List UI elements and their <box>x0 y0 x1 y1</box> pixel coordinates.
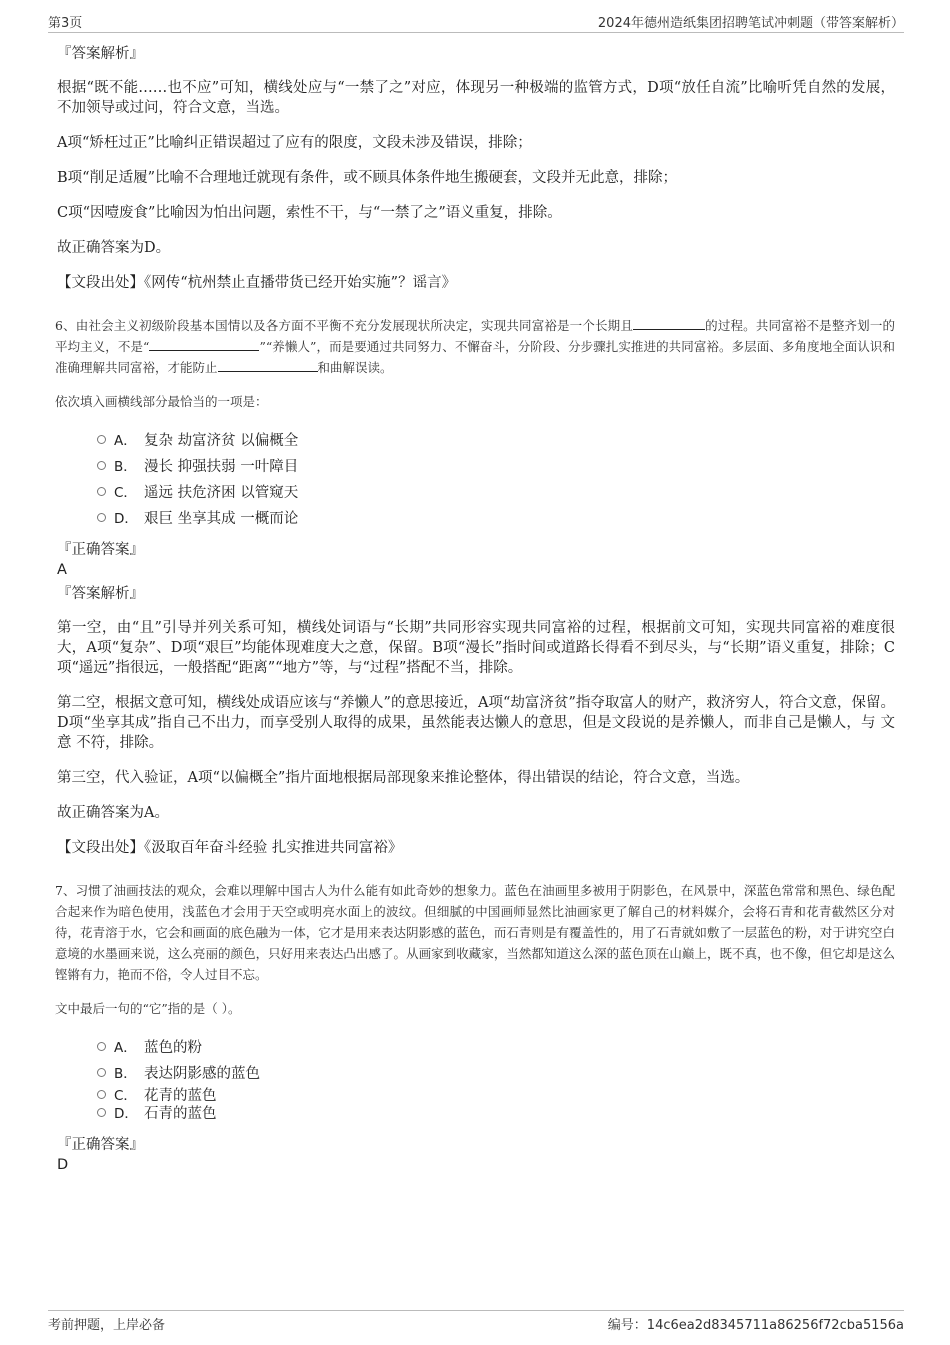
radio-button[interactable] <box>97 435 106 444</box>
option-b[interactable] <box>97 1059 895 1085</box>
option-text: 蓝色的粉 <box>144 1039 202 1056</box>
blank-2 <box>149 338 259 351</box>
page-number: 第3页 <box>48 15 83 31</box>
prev-analysis-paragraph: C项“因噎废食”比喻因为怕出问题，索性不干，与“一禁了之”语义重复，排除。 <box>57 205 562 221</box>
footer-slogan: 考前押题，上岸必备 <box>48 1318 166 1333</box>
radio-button[interactable] <box>97 1042 106 1051</box>
q7-answer-label: 『正确答案』 <box>57 1137 144 1153</box>
question-7-prompt: 文中最后一句的“它”指的是（ ）。 <box>55 1001 241 1016</box>
option-a[interactable] <box>97 1033 895 1059</box>
option-b[interactable] <box>97 452 895 478</box>
option-text: 漫长 抑强扶弱 一叶障目 <box>144 458 299 475</box>
document-id: 编号：14c6ea2d8345711a86256f72cba5156a <box>607 1318 904 1333</box>
option-letter: D． <box>114 1106 138 1122</box>
option-letter: D． <box>114 511 138 527</box>
prev-source: 【文段出处】《网传“杭州禁止直播带货已经开始实施”？谣言》 <box>57 275 457 291</box>
radio-button[interactable] <box>97 1068 106 1077</box>
q6-analysis-paragraph: 第三空，代入验证，A项“以偏概全”指片面地根据局部现象来推论整体，得出错误的结论，符合文意，当选。 <box>57 770 750 786</box>
option-letter: C． <box>114 485 137 501</box>
radio-button[interactable] <box>97 1090 106 1099</box>
page-footer <box>48 1310 904 1333</box>
option-text: 石青的蓝色 <box>144 1105 217 1122</box>
q7-answer: D <box>57 1157 69 1173</box>
prev-analysis-paragraph: A项“矫枉过正”比喻纠正错误超过了应有的限度，文段未涉及错误，排除； <box>57 135 532 151</box>
option-letter: A． <box>114 1040 137 1056</box>
option-letter: B． <box>114 459 137 475</box>
q6-source: 【文段出处】《汲取百年奋斗经验 扎实推进共同富裕》 <box>57 840 403 856</box>
option-text: 复杂 劫富济贫 以偏概全 <box>144 432 299 449</box>
q6-analysis-paragraph: 故正确答案为A。 <box>57 805 169 821</box>
option-text: 遥远 扶危济困 以管窥天 <box>144 484 299 501</box>
option-d[interactable] <box>97 1103 895 1121</box>
prev-analysis-paragraph: B项“削足适履”比喻不合理地迁就现有条件，或不顾具体条件地生搬硬套，文段并无此意，排除； <box>57 170 677 186</box>
q6-text-part: 的过程。共同富裕不是整齐划一的平均主义，不是“ <box>55 318 895 354</box>
q6-analysis-paragraph: 第一空，由“且”引导并列关系可知，横线处词语与“长期”共同形容实现共同富裕的过程，根据前文可知，实现共同富裕的难度很大，A项“复杂”、D项“艰巨”均能体现难度大之意，保留。B项“漫长”指时间或道路长得看不到尽头，与“长期”语义重复，排除；C项“遥远”指很远，一般搭配“距离”“地方”等，与“过程”搭配不当，排除。 <box>57 620 895 676</box>
document-title: 2024年德州造纸集团招聘笔试冲刺题（带答案解析） <box>597 15 904 31</box>
page-header <box>48 10 904 33</box>
q6-analysis-paragraph: 第二空，根据文意可知，横线处成语应该与“养懒人”的意思接近，A项“劫富济贫”指夺取富人的财产，救济穷人，符合文意，保留。D项“坐享其成”指自己不出力，而享受别人取得的成果，虽然能表达懒人的意思，但是文段说的是养懒人，而非自己是懒人，与 文意 不符，排除。 <box>57 695 895 751</box>
radio-button[interactable] <box>97 461 106 470</box>
question-6-prompt: 依次填入画横线部分最恰当的一项是： <box>55 394 268 409</box>
option-c[interactable] <box>97 1085 895 1103</box>
option-text: 表达阴影感的蓝色 <box>144 1065 260 1082</box>
q6-text-part: 和曲解误读。 <box>317 360 393 375</box>
question-7-text: 7、习惯了油画技法的观众，会难以理解中国古人为什么能有如此奇妙的想象力。蓝色在油画里多被用于阴影色，在风景中，深蓝色常常和黑色、绿色配合起来作为暗色使用，浅蓝色才会用于天空或明亮水面上的波纹。但细腻的中国画师显然比油画家更了解自己的材料媒介，会将石青和花青截然区分对待，花青溶于水，它会和画面的底色融为一体，它才是用来表达阴影感的蓝色，而石青则是有覆盖性的，用了石青就如敷了一层蓝色的粉，对于讲究空白意境的水墨画来说，这么亮丽的颜色，只好用来表达凸出感了。从画家到收藏家，当然都知道这么深的蓝色顶在山巅上，既不真，也不像，但它却是这么铿锵有力，艳而不俗，令人过目不忘。 <box>55 883 895 982</box>
radio-button[interactable] <box>97 1108 106 1117</box>
option-c[interactable] <box>97 478 895 504</box>
q6-analysis-label: 『答案解析』 <box>57 586 144 602</box>
q6-answer: A <box>57 562 67 578</box>
radio-button[interactable] <box>97 487 106 496</box>
blank-1 <box>633 317 705 330</box>
q6-text-part: ”“养懒人”，而是要通过共同努力、不懈奋斗，分阶段、分步骤扎实推进的共同富裕。多层面、多角度地全面认识和准确理解共同富裕，才能防止 <box>55 339 895 375</box>
document-body <box>55 44 895 1179</box>
option-letter: B． <box>114 1066 137 1082</box>
question-6-options <box>97 426 895 530</box>
prev-analysis-label: 『答案解析』 <box>57 46 144 62</box>
option-letter: A． <box>114 433 137 449</box>
option-d[interactable] <box>97 504 895 530</box>
question-6-text <box>55 315 895 378</box>
question-7-options <box>97 1033 895 1121</box>
q6-answer-label: 『正确答案』 <box>57 542 144 558</box>
q6-text-part: 6、由社会主义初级阶段基本国情以及各方面不平衡不充分发展现状所决定，实现共同富裕是一个长期且 <box>55 318 634 333</box>
option-text: 艰巨 坐享其成 一概而论 <box>144 510 299 527</box>
option-a[interactable] <box>97 426 895 452</box>
option-text: 花青的蓝色 <box>144 1087 217 1104</box>
prev-analysis-paragraph: 根据“既不能……也不应”可知，横线处应与“一禁了之”对应，体现另一种极端的监管方式，D项“放任自流”比喻听凭自然的发展，不加领导或过问，符合文意，当选。 <box>57 80 895 116</box>
blank-3 <box>218 359 318 372</box>
option-letter: C． <box>114 1088 137 1104</box>
radio-button[interactable] <box>97 513 106 522</box>
prev-analysis-paragraph: 故正确答案为D。 <box>57 240 171 256</box>
